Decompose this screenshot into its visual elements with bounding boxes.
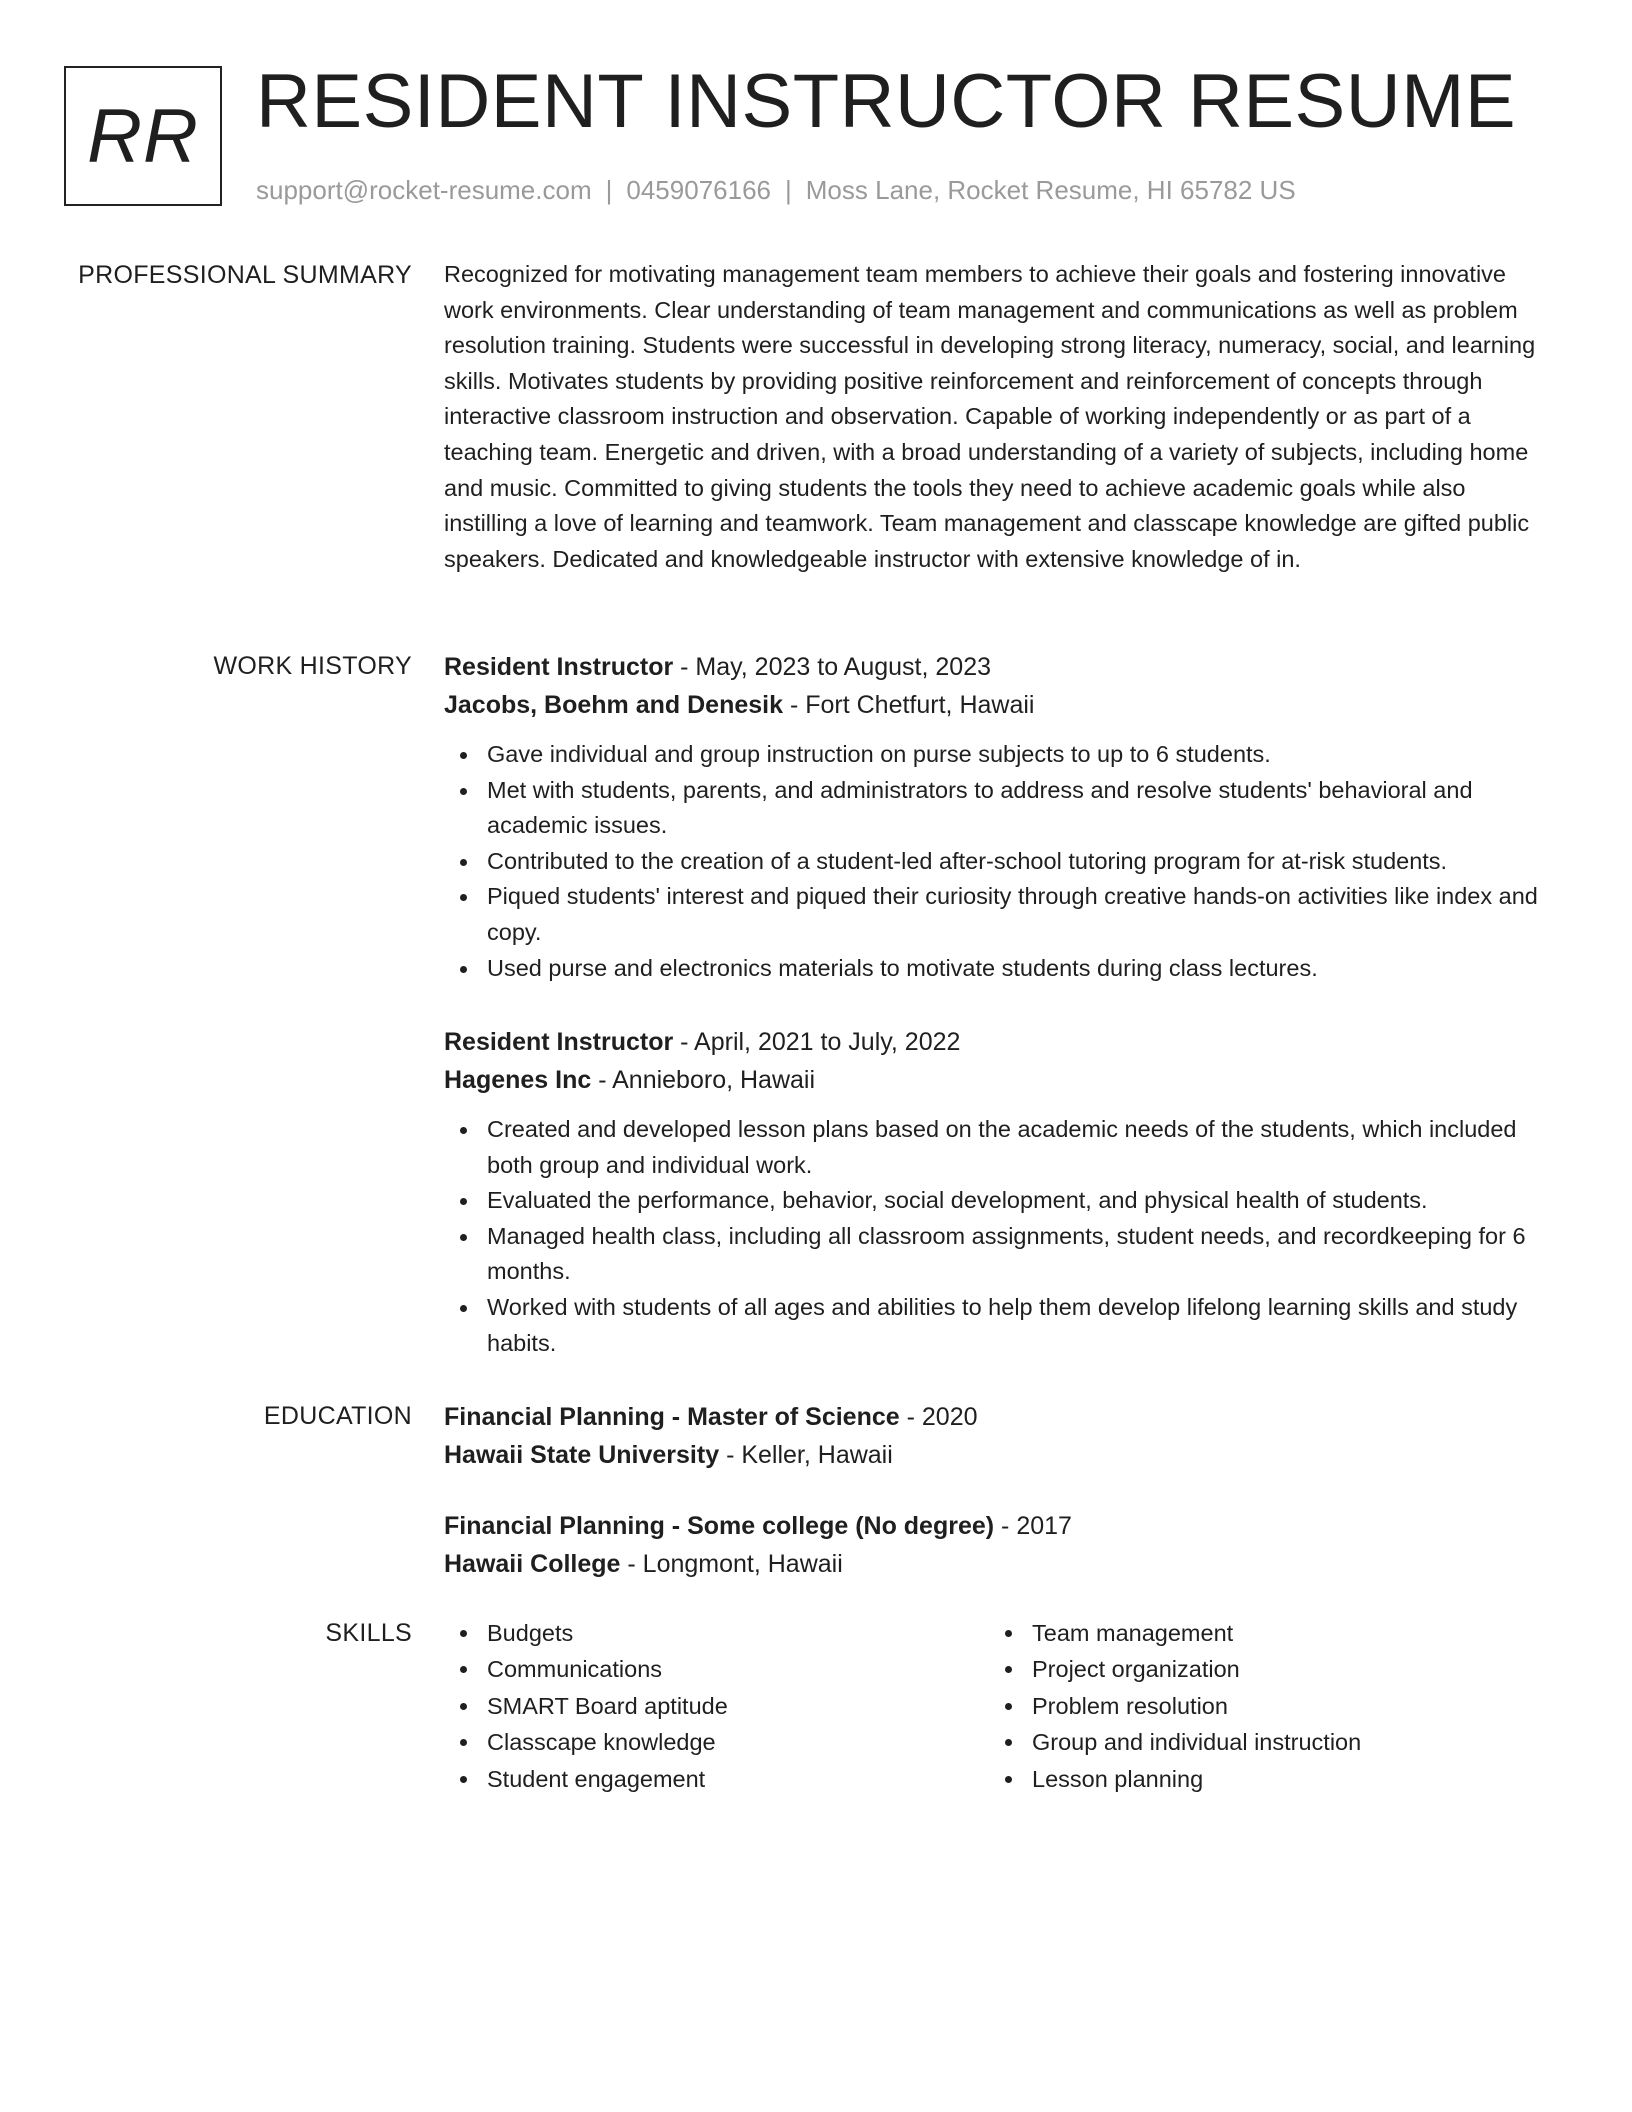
education-degree: Financial Planning - Master of Science (444, 1403, 900, 1431)
contact-phone: 0459076166 (626, 175, 771, 205)
contact-email: support@rocket-resume.com (256, 175, 592, 205)
work-history-heading: WORK HISTORY (213, 652, 412, 680)
education-entry (444, 1398, 1552, 1474)
skill-item: Communications (444, 1651, 989, 1687)
job-title: Resident Instructor (444, 1028, 674, 1056)
job-duty: Managed health class, including all classroom assignments, student needs, and recordkeeping for 6 months. (444, 1219, 1552, 1290)
job-entry (444, 648, 1552, 986)
job-duty: Gave individual and group instruction on purse subjects to up to 6 students. (444, 737, 1552, 773)
skill-item: Student engagement (444, 1761, 989, 1797)
education-body (444, 1398, 1552, 1578)
contact-separator: | (605, 175, 613, 205)
job-duty: Piqued students' interest and piqued their curiosity through creative hands-on activities like index and copy. (444, 879, 1552, 950)
education-location: - Longmont, Hawaii (620, 1550, 843, 1578)
education-location: - Keller, Hawaii (719, 1441, 893, 1469)
job-location: - Fort Chetfurt, Hawaii (783, 691, 1035, 719)
job-duties-list (444, 737, 1552, 986)
skill-item: Project organization (989, 1651, 1534, 1687)
job-title-line (444, 1023, 1552, 1061)
education-school-line (444, 1436, 1552, 1474)
summary-text: Recognized for motivating management team members to achieve their goals and fostering innovative work environments. Clear understanding of team management and communications as well as problem resolution training. Students were successful in developing strong literacy, numeracy, social, and learning skills. Motivates students by providing positive reinforcement and reinforcement of concepts through interactive classroom instruction and observation. Capable of working independently or as part of a teaching team. Energetic and driven, with a broad understanding of a variety of subjects, including home and music. Committed to giving students the tools they need to achieve academic goals while also instilling a love of learning and teamwork. Team management and classcape knowledge are gifted public speakers. Dedicated and knowledgeable instructor with extensive knowledge of in. (444, 261, 1536, 572)
job-duty: Created and developed lesson plans based on the academic needs of the students, which included both group and individual work. (444, 1112, 1552, 1183)
skill-item: Budgets (444, 1615, 989, 1651)
education-degree-line (444, 1398, 1552, 1436)
skill-item: Lesson planning (989, 1761, 1534, 1797)
job-title-line (444, 648, 1552, 686)
contact-separator: | (785, 175, 792, 205)
job-duty: Evaluated the performance, behavior, social development, and physical health of students. (444, 1183, 1552, 1219)
job-dates: - May, 2023 to August, 2023 (673, 653, 992, 681)
contact-line (256, 172, 1296, 208)
job-duty: Worked with students of all ages and abilities to help them develop lifelong learning skills and study habits. (444, 1290, 1552, 1361)
summary-body (444, 257, 1552, 577)
job-company: Hagenes Inc (444, 1066, 592, 1094)
job-title: Resident Instructor (444, 653, 674, 681)
job-company: Jacobs, Boehm and Denesik (444, 691, 784, 719)
skill-item: Team management (989, 1615, 1534, 1651)
education-school: Hawaii State University (444, 1441, 720, 1469)
skill-item: Classcape knowledge (444, 1724, 989, 1760)
education-year: - 2017 (994, 1512, 1072, 1540)
skill-item: Group and individual instruction (989, 1724, 1534, 1760)
job-entry (444, 1023, 1552, 1361)
education-year: - 2020 (899, 1403, 978, 1431)
job-duty: Used purse and electronics materials to motivate students during class lectures. (444, 951, 1552, 987)
job-duties-list (444, 1112, 1552, 1361)
work-history-body (444, 648, 1552, 1356)
skills-heading: SKILLS (325, 1619, 412, 1647)
skill-item: SMART Board aptitude (444, 1688, 989, 1724)
skills-columns (444, 1615, 1552, 1797)
job-duty: Contributed to the creation of a student-led after-school tutoring program for at-risk students. (444, 844, 1552, 880)
skills-list-left (444, 1615, 989, 1797)
skill-item: Problem resolution (989, 1688, 1534, 1724)
education-heading: EDUCATION (263, 1402, 412, 1430)
education-degree-line (444, 1507, 1552, 1545)
job-company-line (444, 686, 1552, 724)
education-entry (444, 1507, 1552, 1583)
summary-heading: PROFESSIONAL SUMMARY (78, 261, 412, 289)
job-location: - Annieboro, Hawaii (591, 1066, 816, 1094)
education-degree: Financial Planning - Some college (No degree) (444, 1512, 995, 1540)
contact-address: Moss Lane, Rocket Resume, HI 65782 US (805, 175, 1296, 205)
resume-title: RESIDENT INSTRUCTOR RESUME (256, 59, 1517, 144)
job-dates: - April, 2021 to July, 2022 (673, 1028, 961, 1056)
job-duty: Met with students, parents, and administrators to address and resolve students' behavioral and academic issues. (444, 773, 1552, 844)
education-school-line (444, 1545, 1552, 1583)
education-school: Hawaii College (444, 1550, 621, 1578)
skills-list-right (989, 1615, 1534, 1797)
job-company-line (444, 1061, 1552, 1099)
skills-body (444, 1615, 1552, 1797)
monogram-logo: RR (64, 66, 222, 206)
